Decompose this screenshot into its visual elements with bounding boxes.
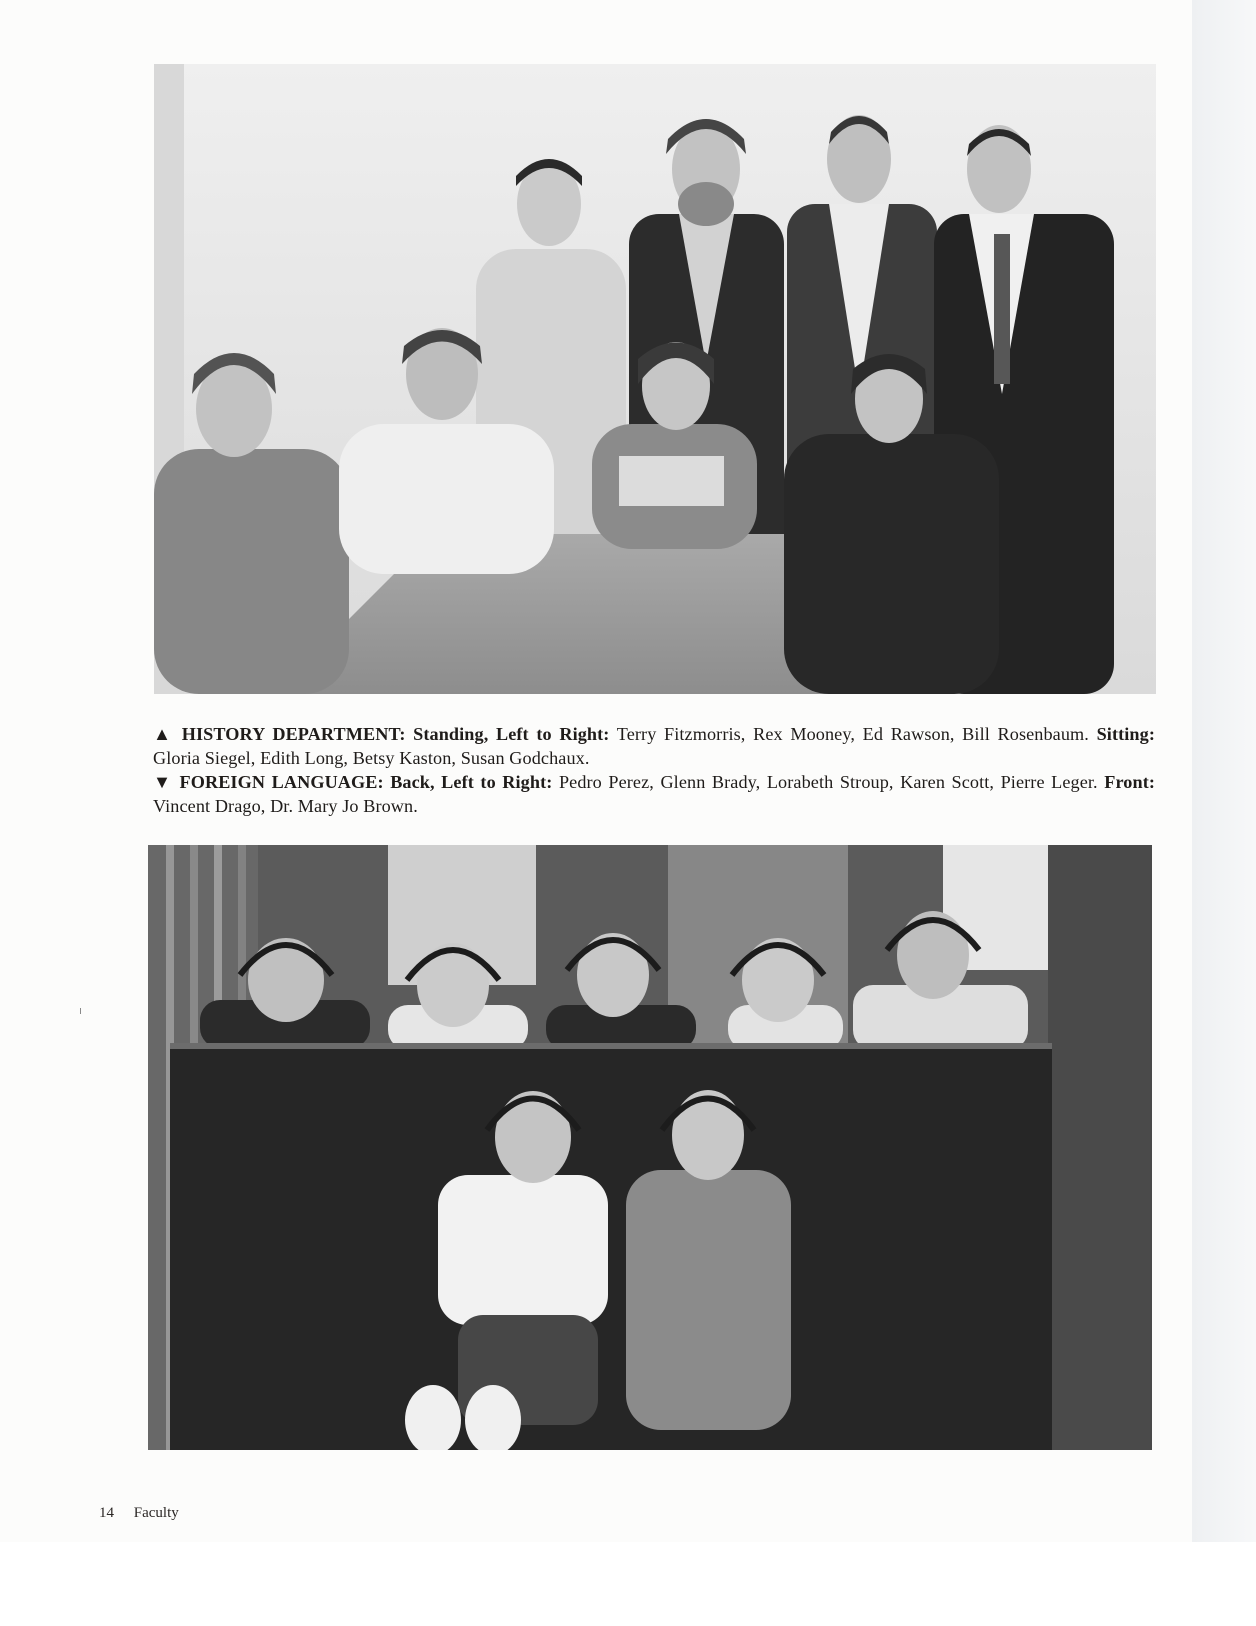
history-department-photo: [154, 64, 1156, 694]
page-footer: [99, 1505, 179, 1522]
history-caption: [153, 722, 1155, 770]
section-name: Faculty: [133, 1505, 179, 1521]
photo-captions: [153, 722, 1155, 818]
foreign-language-caption-marker: ▼: [153, 772, 173, 792]
history-sitting-label: Sitting:: [1096, 724, 1155, 744]
foreign-language-back-label: Back, Left to Right:: [390, 772, 553, 792]
foreign-language-photo: [148, 845, 1152, 1450]
history-caption-department: HISTORY DEPARTMENT:: [181, 724, 406, 744]
history-standing-label: Standing, Left to Right:: [413, 724, 610, 744]
history-sitting-names: Gloria Siegel, Edith Long, Betsy Kaston, Susan Godchaux.: [153, 748, 590, 768]
foreign-language-back-names: Pedro Perez, Glenn Brady, Lorabeth Stroup, Karen Scott, Pierre Leger.: [558, 772, 1098, 792]
history-photo-illustration: [154, 64, 1156, 694]
foreign-language-front-label: Front:: [1104, 772, 1156, 792]
history-standing-names: Terry Fitzmorris, Rex Mooney, Ed Rawson, Bill Rosenbaum.: [616, 724, 1089, 744]
foreign-language-front-names: Vincent Drago, Dr. Mary Jo Brown.: [153, 796, 418, 816]
page-bottom-margin: [0, 1542, 1256, 1626]
foreign-language-caption-department: FOREIGN LANGUAGE:: [179, 772, 384, 792]
page-edge-strip: [1192, 0, 1256, 1542]
stray-print-mark: [80, 1008, 81, 1014]
page-number: 14: [99, 1505, 114, 1521]
foreign-language-photo-illustration: [148, 845, 1152, 1450]
foreign-language-caption: [153, 770, 1155, 818]
history-caption-marker: ▲: [153, 724, 175, 744]
